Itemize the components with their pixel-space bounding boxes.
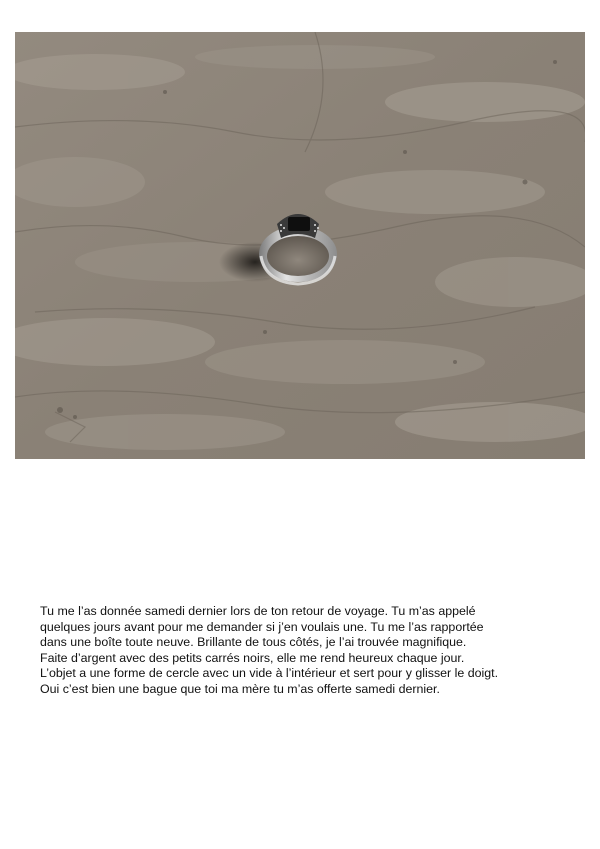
ring-photo — [15, 32, 585, 459]
ring-photo-svg — [15, 32, 585, 459]
text-line: Tu me l’as donnée samedi dernier lors de ton retour de voyage. Tu m’as appelé — [40, 604, 476, 618]
text-line: Faite d’argent avec des petits carrés noirs, elle me rend heureux chaque jour. — [40, 650, 465, 665]
text-line: quelques jours avant pour me demander si j’en voulais une. Tu me l’as rapportée — [40, 619, 484, 634]
text-line: L’objet a une forme de cercle avec un vide à l’intérieur et sert pour y glisser le doigt. — [40, 666, 499, 681]
poem-text — [40, 604, 580, 698]
text-line: Oui c’est bien une bague que toi ma mère tu m’as offerte samedi dernier. — [40, 681, 440, 696]
text-line: dans une boîte toute neuve. Brillante de tous côtés, je l’ai trouvée magnifique. — [40, 635, 467, 650]
ring-stone — [288, 217, 310, 231]
